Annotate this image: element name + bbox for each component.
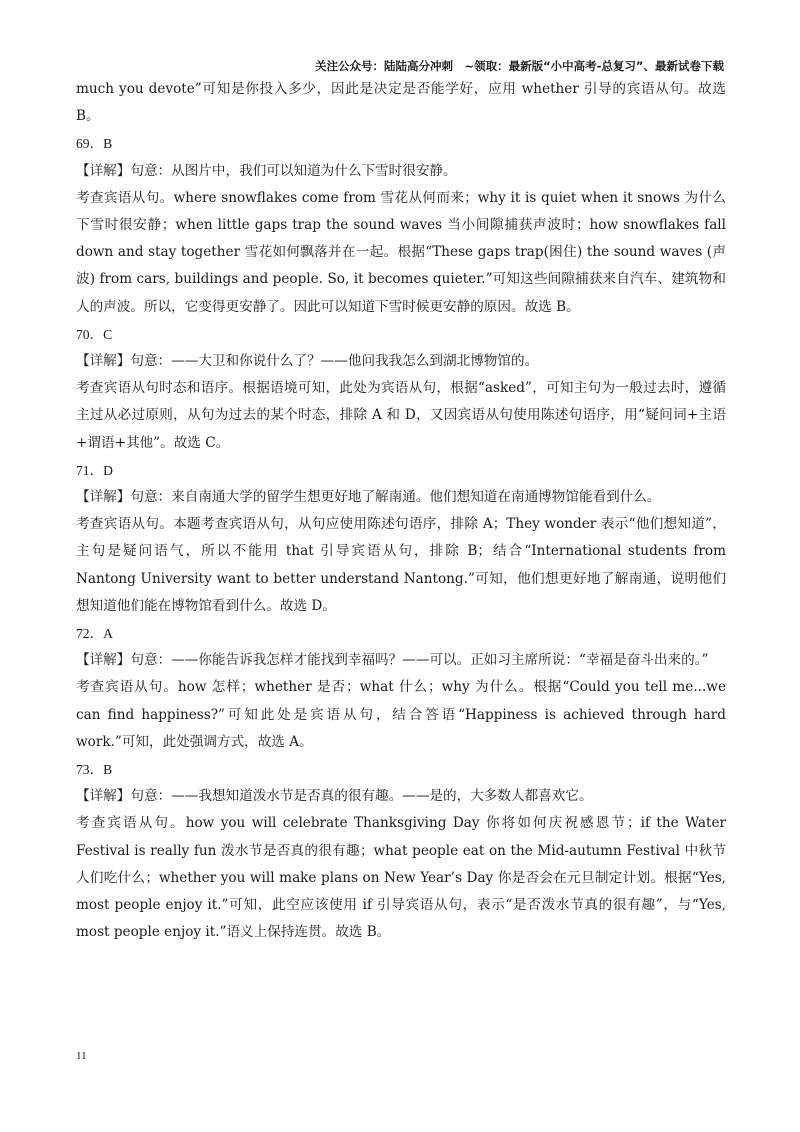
answer-69: 69．B <box>76 136 113 152</box>
page-header: 关注公众号：陆陆高分冲刺 ~领取：最新版“小中高考-总复习”、最新试卷下载 <box>314 59 724 73</box>
explanation-72-meaning: 【详解】句意：——你能告诉我怎样才能找到幸福吗？——可以。正如习主席所说：“幸福是奋斗出来的。” <box>76 652 709 669</box>
answer-73: 73．B <box>76 762 113 778</box>
answer-71: 71．D <box>76 462 114 478</box>
answer-70: 70．C <box>76 326 113 342</box>
explanation-69-meaning: 【详解】句意：从图片中，我们可以知道为什么下雪时很安静。 <box>76 162 457 179</box>
explanation-72-analysis: 考查宾语从句。how 怎样；whether 是否；what 什么；why 为什么。根据“Could you tell me...we can find happiness?”可知此处是宾语从句，结合答语“Happiness is achieved through hard work.”可知，此处强调方式，故选 A。 <box>76 679 726 750</box>
explanation-71-meaning: 【详解】句意：来自南通大学的留学生想更好地了解南通。他们想知道在南通博物馆能看到什么。 <box>76 489 661 506</box>
explanation-70-analysis: 考查宾语从句时态和语序。根据语境可知，此处为宾语从句，根据“asked”，可知主句为一般过去时，遵循主过从必过原则，从句为过去的某个时态，排除 A 和 D，又因宾语从句使用陈述句语序，用“疑问词+主语+谓语+其他”。故选 C。 <box>76 380 726 451</box>
answer-72: 72．A <box>76 626 114 642</box>
paragraph-continuation: much you devote”可知是你投入多少，因此是决定是否能学好，应用 whether 引导的宾语从句。故选 B。 <box>76 81 726 125</box>
explanation-70-meaning: 【详解】句意：——大卫和你说什么了？——他问我我怎么到湖北博物馆的。 <box>76 353 539 370</box>
explanation-73-analysis: 考查宾语从句。how you will celebrate Thanksgiving Day 你将如何庆祝感恩节；if the Water Festival is really fun 泼水节是否真的很有趣；what people eat on the Mid-autumn Festival 中秋节人们吃什么；whether you will make plans on New Year’s Day 你是否会在元旦制定计划。根据“Yes, most people enjoy it.”可知，此空应该使用 if 引导宾语从句，表示“是否泼水节真的很有趣”，与“Yes, most people enjoy it.”语义上保持连贯。故选 B。 <box>76 815 726 941</box>
explanation-71-analysis: 考查宾语从句。本题考查宾语从句，从句应使用陈述句语序，排除 A；They wonder 表示“他们想知道”，主句是疑问语气，所以不能用 that 引导宾语从句，排除 B；结合“International students from Nantong University want to better understand Nantong.”可知，他们想更好地了解南通，说明他们想知道他们能在博物馆看到什么。故选 D。 <box>76 516 726 614</box>
page-number: 11 <box>76 1050 87 1062</box>
explanation-69-analysis: 考查宾语从句。where snowflakes come from 雪花从何而来；why it is quiet when it snows 为什么下雪时很安静；when little gaps trap the sound waves 当小间隙捕获声波时；how snowflakes fall down and stay together 雪花如何飘落并在一起。根据“These gaps trap(困住) the sound waves (声波) from cars, buildings and people. So, it becomes quieter.”可知这些间隙捕获来自汽车、建筑物和人的声波。所以，它变得更安静了。因此可以知道下雪时候更安静的原因。故选 B。 <box>76 189 726 315</box>
explanation-73-meaning: 【详解】句意：——我想知道泼水节是否真的很有趣。——是的，大多数人都喜欢它。 <box>76 788 593 805</box>
document-body <box>76 76 726 947</box>
